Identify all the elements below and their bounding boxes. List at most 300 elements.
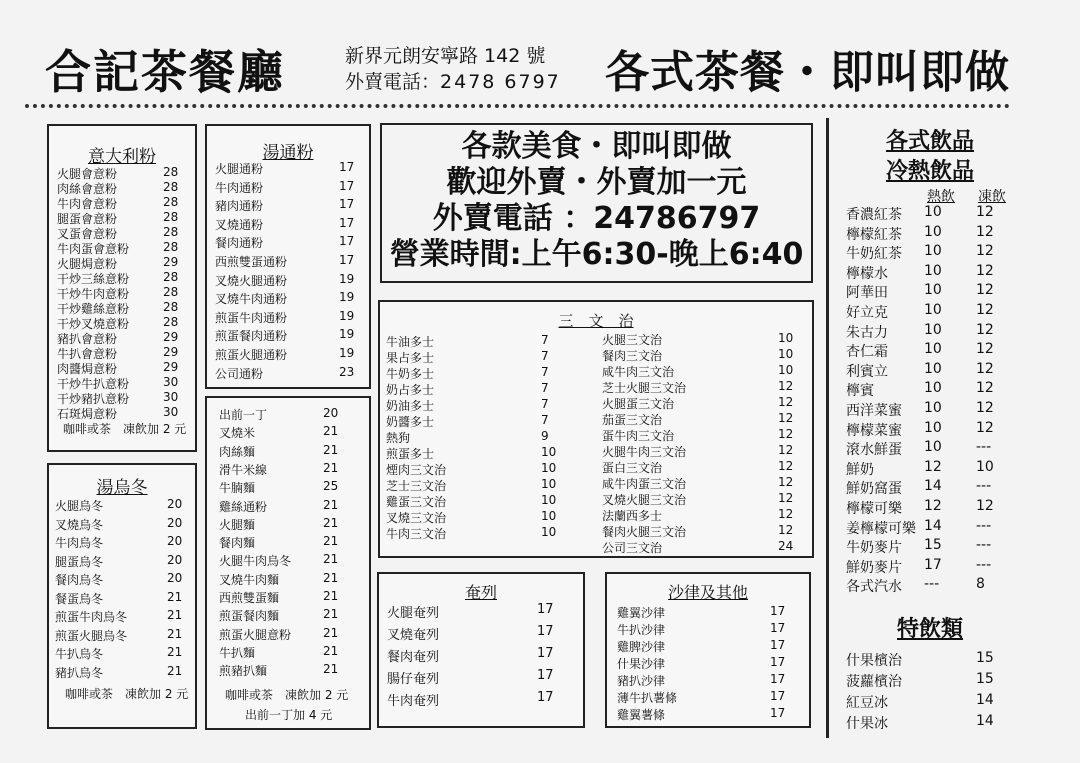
item-name: 西煎雙蛋麵 xyxy=(219,591,280,605)
item-name: 檸檬水 xyxy=(846,265,888,282)
item-price: 17 xyxy=(770,689,786,703)
item-price: 7 xyxy=(541,333,549,347)
item-name: 煎蛋牛肉通粉 xyxy=(215,310,288,325)
item-price: 21 xyxy=(323,607,339,622)
item-price: 21 xyxy=(323,534,339,549)
item-cold-price: 10 xyxy=(976,458,994,475)
item-price: 12 xyxy=(778,507,794,521)
item-price: 17 xyxy=(770,672,786,686)
item-price: 17 xyxy=(770,621,786,635)
item-name: 火腿三文治 xyxy=(602,333,663,347)
item-hot-price: 12 xyxy=(924,458,942,475)
sandwich-title: 三 文 治 xyxy=(558,312,634,330)
item-name: 火腿烏冬 xyxy=(55,499,104,513)
item-name: 豬肉通粉 xyxy=(215,199,264,214)
specials-list xyxy=(846,650,1036,750)
pasta-list xyxy=(57,126,191,426)
salad-list xyxy=(617,574,807,724)
item-name: 薄牛扒薯條 xyxy=(617,691,678,705)
omelette-list xyxy=(387,574,577,724)
item-cold-price: --- xyxy=(976,537,992,554)
noodles-note-instant: 出前一丁加 4 元 xyxy=(245,708,333,722)
item-name: 腸仔奄列 xyxy=(387,672,440,687)
item-price: 10 xyxy=(778,363,794,377)
item-price: 12 xyxy=(778,379,794,393)
item-name: 芝士火腿三文治 xyxy=(602,381,687,395)
item-name: 奶占多士 xyxy=(386,383,435,397)
omelette-section xyxy=(377,572,585,728)
omelette-title: 奄列 xyxy=(464,583,497,602)
item-price: 17 xyxy=(537,602,554,617)
item-hot-price: 17 xyxy=(924,556,942,573)
phone-label: 外賣電話： xyxy=(345,71,441,93)
item-name: 煙肉三文治 xyxy=(386,463,447,477)
item-name: 豬扒烏冬 xyxy=(55,665,104,680)
item-name: 煎蛋火腿烏冬 xyxy=(55,628,128,643)
item-cold-price: 12 xyxy=(976,204,994,220)
item-name: 煎蛋餐肉麵 xyxy=(219,609,280,624)
item-name: 干炒豬扒意粉 xyxy=(57,392,130,406)
item-name: 煎蛋火腿意粉 xyxy=(219,627,292,642)
item-price: 28 xyxy=(163,210,179,224)
item-price: 21 xyxy=(167,645,183,659)
item-price: 17 xyxy=(770,655,786,669)
item-price: 7 xyxy=(541,381,549,395)
header-slogan: 各式茶餐・即叫即做 xyxy=(605,47,1010,98)
item-price: 17 xyxy=(537,690,554,705)
item-name: 餐肉奄列 xyxy=(387,650,440,665)
item-price: 30 xyxy=(163,375,179,389)
macaroni-list xyxy=(215,126,365,386)
drinks-title: 各式飲品 xyxy=(885,129,974,154)
item-price: 12 xyxy=(778,411,794,425)
udon-section xyxy=(47,463,197,729)
item-price: 7 xyxy=(541,397,549,411)
restaurant-name: 合記茶餐廳 xyxy=(45,45,285,99)
item-name: 腿蛋烏冬 xyxy=(55,554,104,569)
item-name: 火腿麵 xyxy=(219,517,256,532)
item-name: 煎蛋火腿通粉 xyxy=(215,348,288,362)
item-hot-price: 10 xyxy=(924,419,942,436)
item-price: 17 xyxy=(339,234,355,249)
item-price: 28 xyxy=(163,195,179,209)
item-name: 餐肉烏冬 xyxy=(55,573,104,587)
item-price: 10 xyxy=(541,461,557,475)
item-name: 什果沙律 xyxy=(617,657,666,671)
item-price: 25 xyxy=(323,479,339,494)
item-hot-price: 10 xyxy=(924,439,942,456)
item-name: 火腿會意粉 xyxy=(57,167,118,181)
item-price: 21 xyxy=(167,663,183,678)
item-hot-price: 10 xyxy=(924,400,942,416)
item-name: 茄蛋三文治 xyxy=(602,413,663,427)
item-hot-price: 10 xyxy=(924,380,942,397)
item-name: 干炒牛肉意粉 xyxy=(57,287,130,301)
item-price: 19 xyxy=(339,271,355,286)
item-hot-price: 10 xyxy=(924,223,942,240)
item-price: 21 xyxy=(323,625,339,640)
item-name: 果占多士 xyxy=(386,351,435,365)
item-price: 10 xyxy=(541,525,557,539)
item-name: 叉蛋會意粉 xyxy=(57,227,118,241)
item-name: 牛肉三文治 xyxy=(386,527,447,541)
item-name: 公司通粉 xyxy=(215,366,264,381)
item-cold-price: 12 xyxy=(976,341,994,358)
item-price: 19 xyxy=(339,346,355,360)
noodles-list xyxy=(219,398,365,688)
item-name: 牛奶麥片 xyxy=(846,540,902,557)
item-cold-price: 12 xyxy=(976,243,994,260)
item-name: 蛋白三文治 xyxy=(602,461,663,475)
item-cold-price: --- xyxy=(976,517,992,534)
item-name: 火腿牛肉烏冬 xyxy=(219,554,292,569)
item-name: 姜檸檬可樂 xyxy=(846,520,916,537)
item-name: 煎蛋多士 xyxy=(386,447,435,461)
item-price: 29 xyxy=(163,255,179,269)
item-name: 蛋牛肉三文治 xyxy=(602,429,675,443)
item-price: 15 xyxy=(976,671,994,687)
item-price: 14 xyxy=(976,692,994,708)
item-name: 好立克 xyxy=(846,305,888,321)
item-cold-price: 12 xyxy=(976,302,994,318)
item-name: 牛腩麵 xyxy=(219,481,256,496)
item-price: 17 xyxy=(339,197,355,212)
item-price: 21 xyxy=(323,424,339,439)
item-name: 雞蛋三文治 xyxy=(386,495,447,509)
item-price: 17 xyxy=(339,253,355,267)
item-price: 10 xyxy=(541,445,557,459)
item-price: 21 xyxy=(323,570,339,585)
item-name: 芝士三文治 xyxy=(386,479,447,493)
item-name: 干炒叉燒意粉 xyxy=(57,317,130,331)
item-cold-price: 12 xyxy=(976,321,994,338)
item-price: 20 xyxy=(323,406,339,420)
salad-title: 沙律及其他 xyxy=(667,583,748,602)
item-name: 餐肉通粉 xyxy=(215,236,264,251)
sandwich-right-list xyxy=(602,302,812,555)
udon-title: 湯烏冬 xyxy=(96,478,148,498)
item-price: 17 xyxy=(770,604,786,618)
item-name: 餐肉三文治 xyxy=(602,349,663,363)
item-price: 21 xyxy=(323,643,339,658)
item-price: 10 xyxy=(541,509,557,523)
item-cold-price: 8 xyxy=(976,576,985,593)
item-name: 牛油多士 xyxy=(386,335,435,349)
item-price: 17 xyxy=(537,668,554,683)
item-price: 9 xyxy=(541,429,549,443)
vertical-divider xyxy=(826,118,829,738)
item-name: 阿華田 xyxy=(846,285,888,302)
item-price: 12 xyxy=(778,459,794,473)
item-name: 肉絲麵 xyxy=(219,444,256,459)
item-price: 20 xyxy=(167,552,183,567)
item-name: 肉絲會意粉 xyxy=(57,182,118,196)
item-hot-price: 10 xyxy=(924,282,942,299)
item-name: 火腿通粉 xyxy=(215,162,264,176)
item-hot-price: --- xyxy=(924,576,940,593)
item-name: 豬扒沙律 xyxy=(617,674,666,688)
item-price: 28 xyxy=(163,315,179,329)
item-hot-price: 14 xyxy=(924,517,942,534)
item-name: 菠蘿檳治 xyxy=(846,674,902,690)
item-name: 香濃紅茶 xyxy=(846,207,902,223)
promo-line-3: 外賣電話 ：24786797 xyxy=(432,201,761,236)
noodles-section xyxy=(205,396,371,730)
item-name: 叉燒通粉 xyxy=(215,217,264,232)
item-price: 21 xyxy=(323,662,339,677)
item-name: 干炒三絲意粉 xyxy=(57,272,130,286)
item-name: 干炒雞絲意粉 xyxy=(57,302,130,316)
item-name: 叉燒火腿通粉 xyxy=(215,273,288,288)
item-name: 牛奶紅茶 xyxy=(846,246,902,263)
item-price: 12 xyxy=(778,443,794,457)
item-name: 朱古力 xyxy=(846,324,888,341)
item-price: 17 xyxy=(537,624,554,639)
item-price: 12 xyxy=(778,427,794,441)
item-price: 20 xyxy=(167,497,183,511)
item-name: 叉燒牛肉通粉 xyxy=(215,292,288,307)
item-hot-price: 12 xyxy=(924,498,942,514)
item-price: 30 xyxy=(163,390,179,404)
item-price: 29 xyxy=(163,330,179,344)
item-price: 21 xyxy=(323,589,339,603)
item-name: 牛扒會意粉 xyxy=(57,347,118,361)
item-hot-price: 10 xyxy=(924,243,942,260)
item-name: 公司三文治 xyxy=(602,541,663,555)
item-price: 19 xyxy=(339,290,355,305)
promo-line-4: 營業時間:上午6:30-晚上6:40 xyxy=(389,237,804,272)
item-name: 叉燒烏冬 xyxy=(55,517,104,532)
item-name: 鮮奶 xyxy=(846,461,874,478)
item-price: 28 xyxy=(163,225,179,239)
item-price: 7 xyxy=(541,365,549,379)
item-price: 28 xyxy=(163,300,179,314)
item-price: 12 xyxy=(778,395,794,409)
promo-line-2: 歡迎外賣・外賣加一元 xyxy=(446,165,747,200)
item-name: 紅豆冰 xyxy=(846,695,888,711)
item-price: 17 xyxy=(537,646,554,661)
item-hot-price: 10 xyxy=(924,262,942,279)
sandwich-section xyxy=(378,300,814,558)
item-name: 煎蛋牛肉烏冬 xyxy=(55,610,128,624)
promo-box xyxy=(380,123,813,283)
drinks-col-cold: 凍飲 xyxy=(978,189,1006,205)
item-name: 鮮奶窩蛋 xyxy=(846,481,902,498)
item-name: 杏仁霜 xyxy=(846,344,888,361)
item-name: 牛肉烏冬 xyxy=(55,536,104,550)
item-name: 牛肉奄列 xyxy=(387,694,440,709)
item-price: 28 xyxy=(163,285,179,299)
item-name: 叉燒米 xyxy=(219,426,256,441)
item-name: 餐肉火腿三文治 xyxy=(602,525,687,539)
item-name: 肉醬焗意粉 xyxy=(57,362,118,376)
item-price: 20 xyxy=(167,515,183,530)
item-name: 檸檬菜蜜 xyxy=(846,422,902,439)
address: 新界元朗安寧路 142 號 xyxy=(345,45,546,67)
item-name: 腿蛋會意粉 xyxy=(57,212,118,226)
item-price: 17 xyxy=(339,178,355,193)
item-name: 石斑焗意粉 xyxy=(57,407,118,421)
item-name: 熱狗 xyxy=(386,431,411,445)
item-name: 西洋菜蜜 xyxy=(846,403,902,419)
item-name: 叉燒奄列 xyxy=(387,628,440,643)
item-name: 火腿牛肉三文治 xyxy=(602,445,687,459)
item-price: 10 xyxy=(778,331,794,345)
item-name: 檸檬紅茶 xyxy=(846,226,902,243)
item-cold-price: 12 xyxy=(976,223,994,240)
item-price: 15 xyxy=(976,650,994,666)
sandwich-left-list xyxy=(386,302,576,552)
item-name: 咸牛肉蛋三文治 xyxy=(602,477,687,491)
item-price: 7 xyxy=(541,349,549,363)
item-price: 21 xyxy=(323,497,339,512)
item-hot-price: 10 xyxy=(924,321,942,338)
item-price: 12 xyxy=(778,491,794,505)
item-price: 21 xyxy=(323,552,339,567)
item-price: 10 xyxy=(541,493,557,507)
item-price: 29 xyxy=(163,345,179,359)
item-name: 煎蛋餐肉通粉 xyxy=(215,329,288,344)
drinks-col-hot: 熱飲 xyxy=(927,189,955,205)
item-name: 牛扒烏冬 xyxy=(55,647,104,661)
item-name: 鮮奶麥片 xyxy=(846,559,902,576)
item-price: 14 xyxy=(976,713,994,729)
item-cold-price: --- xyxy=(976,478,992,495)
phone-line xyxy=(345,69,561,95)
item-name: 奶醬多士 xyxy=(386,415,435,429)
item-price: 19 xyxy=(339,308,355,323)
item-price: 21 xyxy=(167,626,183,641)
item-name: 檸賓 xyxy=(846,383,874,400)
item-cold-price: 12 xyxy=(976,400,994,416)
udon-note: 咖啡或茶 凍飲加 2 元 xyxy=(65,687,189,701)
item-name: 牛扒沙律 xyxy=(617,623,666,637)
item-price: 21 xyxy=(167,589,183,604)
item-hot-price: 10 xyxy=(924,360,942,377)
item-name: 豬扒會意粉 xyxy=(57,332,118,346)
phone-number: 2478 6797 xyxy=(440,71,561,93)
item-name: 煎豬扒麵 xyxy=(219,664,268,679)
item-name: 餐蛋烏冬 xyxy=(55,591,104,606)
item-price: 12 xyxy=(778,475,794,489)
macaroni-section xyxy=(205,124,371,389)
item-hot-price: 14 xyxy=(924,478,942,495)
item-hot-price: 10 xyxy=(924,204,942,220)
item-price: 10 xyxy=(541,477,557,491)
item-price: 21 xyxy=(323,460,339,475)
item-cold-price: 12 xyxy=(976,282,994,299)
item-price: 12 xyxy=(778,523,794,537)
item-cold-price: 12 xyxy=(976,262,994,279)
item-name: 西煎雙蛋通粉 xyxy=(215,255,288,269)
address-block xyxy=(345,43,561,95)
item-name: 雞翼薯條 xyxy=(617,708,666,722)
item-price: 10 xyxy=(778,347,794,361)
item-name: 火腿蛋三文治 xyxy=(602,397,675,411)
item-hot-price: 10 xyxy=(924,302,942,318)
salad-section xyxy=(605,572,811,728)
item-price: 30 xyxy=(163,405,179,419)
item-price: 28 xyxy=(163,165,179,179)
item-price: 28 xyxy=(163,180,179,194)
item-price: 17 xyxy=(339,215,355,230)
macaroni-title: 湯通粉 xyxy=(262,143,314,163)
item-name: 雞絲通粉 xyxy=(219,499,268,514)
drinks-subtitle: 冷熱飲品 xyxy=(885,159,974,184)
item-name: 咸牛肉三文治 xyxy=(602,365,675,379)
item-price: 17 xyxy=(770,638,786,652)
item-cold-price: --- xyxy=(976,556,992,573)
item-price: 17 xyxy=(770,706,786,720)
item-name: 牛扒麵 xyxy=(219,645,256,660)
item-name: 雞脾沙律 xyxy=(617,640,666,654)
item-price: 19 xyxy=(339,327,355,342)
item-name: 干炒牛扒意粉 xyxy=(57,377,130,391)
item-name: 叉燒火腿三文治 xyxy=(602,493,687,507)
item-hot-price: 10 xyxy=(924,341,942,358)
item-price: 21 xyxy=(323,515,339,530)
item-name: 各式汽水 xyxy=(846,579,902,596)
item-name: 出前一丁 xyxy=(219,408,268,422)
item-name: 滾水鮮蛋 xyxy=(846,442,902,459)
item-price: 20 xyxy=(167,534,183,548)
item-name: 什果冰 xyxy=(846,716,888,732)
item-cold-price: --- xyxy=(976,439,992,456)
item-name: 雞翼沙律 xyxy=(617,606,666,620)
item-name: 牛肉蛋會意粉 xyxy=(57,242,130,256)
item-name: 火腿奄列 xyxy=(387,606,440,621)
item-cold-price: 12 xyxy=(976,419,994,436)
pasta-title: 意大利粉 xyxy=(88,147,156,167)
item-cold-price: 12 xyxy=(976,498,994,514)
item-name: 利賓立 xyxy=(846,363,888,380)
item-hot-price: 15 xyxy=(924,537,942,554)
item-price: 23 xyxy=(339,364,355,379)
pasta-section xyxy=(47,124,197,452)
item-name: 牛肉通粉 xyxy=(215,180,264,195)
item-name: 火腿焗意粉 xyxy=(57,257,118,271)
item-price: 28 xyxy=(163,270,179,284)
item-price: 7 xyxy=(541,413,549,427)
item-price: 17 xyxy=(339,160,355,174)
item-name: 叉燒牛肉麵 xyxy=(219,572,280,587)
item-cold-price: 12 xyxy=(976,360,994,377)
item-price: 21 xyxy=(323,442,339,457)
dotted-divider xyxy=(25,104,1010,108)
noodles-note: 咖啡或茶 凍飲加 2 元 xyxy=(225,688,349,702)
udon-list xyxy=(55,465,195,695)
item-price: 20 xyxy=(167,571,183,585)
item-name: 滑牛米線 xyxy=(219,462,268,477)
pasta-note: 咖啡或茶 凍飲加 2 元 xyxy=(63,422,187,436)
promo-line-1: 各款美食・即叫即做 xyxy=(461,129,732,164)
item-name: 法蘭西多士 xyxy=(602,509,663,523)
item-name: 牛奶多士 xyxy=(386,367,435,381)
item-price: 28 xyxy=(163,240,179,254)
drinks-list xyxy=(846,204,1036,604)
item-name: 叉燒三文治 xyxy=(386,511,447,525)
item-name: 牛肉會意粉 xyxy=(57,197,118,211)
item-cold-price: 12 xyxy=(976,380,994,397)
item-name: 檸檬可樂 xyxy=(846,501,902,517)
item-name: 餐肉麵 xyxy=(219,536,256,551)
item-price: 21 xyxy=(167,608,183,622)
item-name: 什果檳治 xyxy=(846,653,902,669)
item-name: 奶油多士 xyxy=(386,399,435,413)
specials-title: 特飲類 xyxy=(896,617,963,642)
item-price: 29 xyxy=(163,360,179,374)
item-price: 24 xyxy=(778,539,794,553)
